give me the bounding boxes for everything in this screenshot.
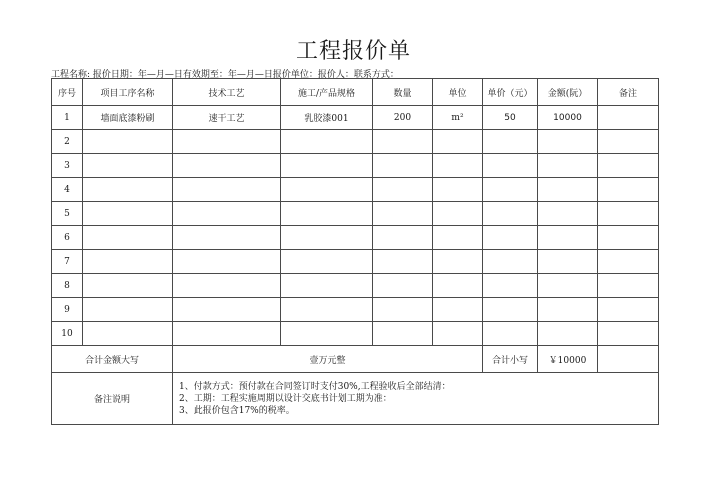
cell-remarks xyxy=(598,226,659,250)
cell-unit xyxy=(433,250,483,274)
total-upper-label: 合计金额大写 xyxy=(52,346,173,373)
cell-quantity: 200 xyxy=(373,106,433,130)
cell-remarks xyxy=(598,130,659,154)
cell-technique: 速干工艺 xyxy=(173,106,281,130)
header-amount: 金额(阮） xyxy=(538,79,598,106)
cell-item-name xyxy=(83,298,173,322)
cell-index: 3 xyxy=(52,154,83,178)
cell-spec xyxy=(281,130,373,154)
cell-amount xyxy=(538,322,598,346)
table-row xyxy=(52,298,659,322)
cell-unit xyxy=(433,178,483,202)
table-header-row xyxy=(52,79,659,106)
notes-row xyxy=(52,373,659,425)
cell-index: 8 xyxy=(52,274,83,298)
cell-item-name xyxy=(83,250,173,274)
header-index: 序号 xyxy=(52,79,83,106)
cell-technique xyxy=(173,274,281,298)
cell-item-name xyxy=(83,178,173,202)
cell-item-name xyxy=(83,322,173,346)
table-row xyxy=(52,274,659,298)
table-row xyxy=(52,226,659,250)
header-unit-price: 单价（元） xyxy=(483,79,538,106)
cell-unit-price xyxy=(483,226,538,250)
cell-item-name xyxy=(83,130,173,154)
cell-amount: 10000 xyxy=(538,106,598,130)
cell-spec xyxy=(281,274,373,298)
cell-remarks xyxy=(598,250,659,274)
total-row xyxy=(52,346,659,373)
cell-unit xyxy=(433,226,483,250)
table-row xyxy=(52,178,659,202)
cell-quantity xyxy=(373,274,433,298)
cell-quantity xyxy=(373,250,433,274)
cell-spec xyxy=(281,226,373,250)
cell-technique xyxy=(173,154,281,178)
cell-unit: m² xyxy=(433,106,483,130)
cell-spec xyxy=(281,322,373,346)
cell-amount xyxy=(538,178,598,202)
cell-remarks xyxy=(598,298,659,322)
cell-amount xyxy=(538,226,598,250)
cell-item-name: 墙面底漆粉刷 xyxy=(83,106,173,130)
cell-unit xyxy=(433,154,483,178)
cell-unit xyxy=(433,130,483,154)
document-title: 工程报价单 xyxy=(295,39,411,64)
header-item-name: 项目工序名称 xyxy=(83,79,173,106)
cell-spec: 乳胶漆001 xyxy=(281,106,373,130)
cell-index: 6 xyxy=(52,226,83,250)
cell-amount xyxy=(538,130,598,154)
note-line: 3、此报价包含17%的税率。 xyxy=(179,405,295,416)
cell-index: 4 xyxy=(52,178,83,202)
cell-remarks xyxy=(598,154,659,178)
cell-index: 10 xyxy=(52,322,83,346)
cell-item-name xyxy=(83,274,173,298)
cell-unit-price xyxy=(483,202,538,226)
table-row xyxy=(52,202,659,226)
cell-unit xyxy=(433,298,483,322)
cell-remarks xyxy=(598,106,659,130)
total-lower-label: 合计小写 xyxy=(483,346,538,373)
cell-technique xyxy=(173,226,281,250)
header-spec: 施工/产品规格 xyxy=(281,79,373,106)
cell-item-name xyxy=(83,226,173,250)
cell-remarks xyxy=(598,274,659,298)
header-remarks: 备注 xyxy=(598,79,659,106)
cell-technique xyxy=(173,250,281,274)
cell-index: 9 xyxy=(52,298,83,322)
cell-amount xyxy=(538,274,598,298)
table-row xyxy=(52,250,659,274)
cell-unit-price xyxy=(483,130,538,154)
cell-unit xyxy=(433,274,483,298)
table-body xyxy=(52,106,659,346)
cell-quantity xyxy=(373,130,433,154)
cell-unit xyxy=(433,202,483,226)
cell-spec xyxy=(281,202,373,226)
table-row xyxy=(52,154,659,178)
total-lower-value: ￥10000 xyxy=(538,346,598,373)
cell-unit-price xyxy=(483,250,538,274)
note-line: 1、付款方式：预付款在合同签订时支付30%,工程验收后全部结清： xyxy=(179,381,451,392)
cell-remarks xyxy=(598,178,659,202)
cell-index: 7 xyxy=(52,250,83,274)
project-info-line: 工程名称: 报价日期：年—月—日有效期至：年—月—日报价单位：报价人：联系方式： xyxy=(51,70,399,80)
cell-spec xyxy=(281,178,373,202)
cell-technique xyxy=(173,202,281,226)
cell-quantity xyxy=(373,298,433,322)
cell-unit-price: 50 xyxy=(483,106,538,130)
header-quantity: 数量 xyxy=(373,79,433,106)
note-line: 2、工期：工程实施周期以设计交底书计划工期为准： xyxy=(179,393,392,404)
cell-amount xyxy=(538,250,598,274)
cell-technique xyxy=(173,298,281,322)
cell-spec xyxy=(281,298,373,322)
total-blank-cell xyxy=(598,346,659,373)
cell-spec xyxy=(281,154,373,178)
cell-amount xyxy=(538,298,598,322)
cell-technique xyxy=(173,322,281,346)
cell-remarks xyxy=(598,202,659,226)
cell-quantity xyxy=(373,178,433,202)
cell-unit-price xyxy=(483,298,538,322)
cell-amount xyxy=(538,202,598,226)
table-row xyxy=(52,106,659,130)
cell-unit-price xyxy=(483,154,538,178)
cell-quantity xyxy=(373,322,433,346)
cell-unit xyxy=(433,322,483,346)
total-upper-value: 壹万元整 xyxy=(173,346,483,373)
cell-unit-price xyxy=(483,322,538,346)
cell-index: 5 xyxy=(52,202,83,226)
header-technique: 技术工艺 xyxy=(173,79,281,106)
cell-index: 2 xyxy=(52,130,83,154)
cell-amount xyxy=(538,154,598,178)
table-row xyxy=(52,130,659,154)
cell-index: 1 xyxy=(52,106,83,130)
cell-item-name xyxy=(83,202,173,226)
cell-spec xyxy=(281,250,373,274)
table-row xyxy=(52,322,659,346)
quotation-table xyxy=(51,78,659,425)
notes-label: 备注说明 xyxy=(52,373,173,425)
cell-quantity xyxy=(373,154,433,178)
cell-technique xyxy=(173,130,281,154)
header-unit: 单位 xyxy=(433,79,483,106)
cell-item-name xyxy=(83,154,173,178)
cell-technique xyxy=(173,178,281,202)
cell-unit-price xyxy=(483,274,538,298)
cell-quantity xyxy=(373,202,433,226)
notes-content xyxy=(173,373,659,425)
cell-unit-price xyxy=(483,178,538,202)
cell-remarks xyxy=(598,322,659,346)
cell-quantity xyxy=(373,226,433,250)
